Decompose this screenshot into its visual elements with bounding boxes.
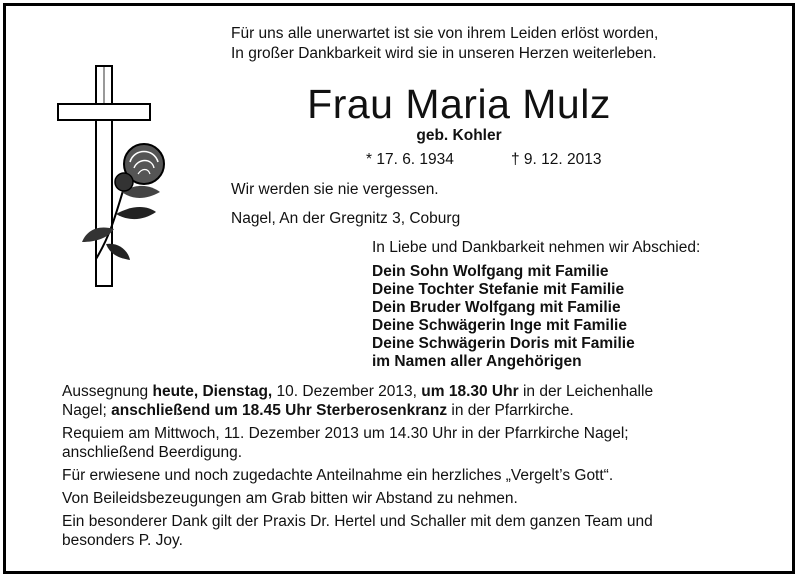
mourner-line: Deine Tochter Stefanie mit Familie bbox=[372, 281, 625, 298]
mourner-line: im Namen aller Angehörigen bbox=[372, 353, 582, 370]
remember-line: Wir werden sie nie vergessen. bbox=[231, 181, 439, 198]
maiden-name: geb. Kohler bbox=[416, 127, 502, 144]
death-date: † 9. 12. 2013 bbox=[511, 151, 602, 168]
mourner-line: Dein Bruder Wolfgang mit Familie bbox=[372, 299, 621, 316]
requiem-line-1: Requiem am Mittwoch, 11. Dezember 2013 um 14.30 Uhr in der Pfarrkirche Nagel; bbox=[62, 425, 629, 442]
deceased-name: Frau Maria Mulz bbox=[307, 81, 611, 127]
poem-line-1: Für uns alle unerwartet ist sie von ihrem Leiden erlöst worden, bbox=[231, 25, 659, 42]
mourner-line: Deine Schwägerin Doris mit Familie bbox=[372, 335, 635, 352]
farewell-intro: In Liebe und Dankbarkeit nehmen wir Abschied: bbox=[372, 239, 701, 256]
mourner-line: Dein Sohn Wolfgang mit Familie bbox=[372, 263, 609, 280]
birth-date: * 17. 6. 1934 bbox=[366, 151, 454, 168]
service-line-2: Nagel; anschließend um 18.45 Uhr Sterberosenkranz in der Pfarrkirche. bbox=[62, 402, 574, 419]
service-line-1: Aussegnung heute, Dienstag, 10. Dezember 2013, um 18.30 Uhr in der Leichenhalle bbox=[62, 383, 654, 400]
obituary-notice bbox=[3, 3, 795, 574]
address: Nagel, An der Gregnitz 3, Coburg bbox=[231, 210, 461, 227]
special-thanks-line-1: Ein besonderer Dank gilt der Praxis Dr. Hertel und Schaller mit dem ganzen Team und bbox=[62, 513, 653, 530]
no-condolences: Von Beileidsbezeugungen am Grab bitten wir Abstand zu nehmen. bbox=[62, 490, 518, 507]
thanks-sympathy: Für erwiesene und noch zugedachte Anteilnahme ein herzliches „Vergelt’s Gott“. bbox=[62, 467, 614, 484]
special-thanks-line-2: besonders P. Joy. bbox=[62, 532, 183, 549]
requiem-line-2: anschließend Beerdigung. bbox=[62, 444, 243, 461]
poem-line-2: In großer Dankbarkeit wird sie in unseren Herzen weiterleben. bbox=[231, 45, 657, 62]
mourner-line: Deine Schwägerin Inge mit Familie bbox=[372, 317, 627, 334]
